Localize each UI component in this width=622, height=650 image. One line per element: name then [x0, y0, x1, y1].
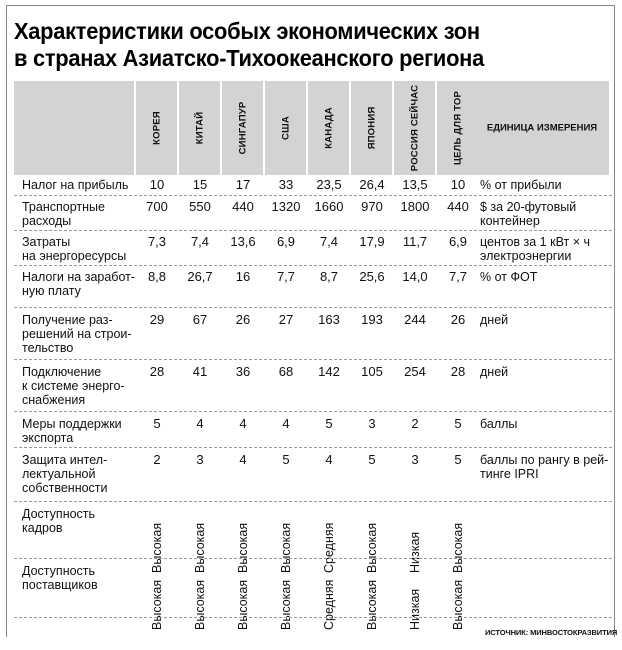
- table-cell: 5: [368, 452, 376, 467]
- table-cell: 41: [192, 364, 208, 379]
- table-cell: 10: [149, 177, 165, 192]
- unit-line: $ за 20-футовый: [480, 200, 577, 214]
- row-label-line: ную плату: [22, 284, 81, 298]
- table-cell: 4: [325, 452, 333, 467]
- unit-cell: [480, 313, 610, 327]
- frame-border-left: [6, 5, 7, 637]
- row-label-line: Налоги на заработ-: [22, 270, 136, 284]
- row-label-line: Получение раз-: [22, 313, 113, 327]
- table-cell: [180, 566, 220, 630]
- unit-line: баллы: [480, 417, 518, 431]
- unit-line: тинге IPRI: [480, 467, 539, 481]
- table-cell: 26: [450, 312, 466, 327]
- table-cell: 4: [239, 452, 247, 467]
- row-label-line: к системе энерго-: [22, 379, 125, 393]
- table-cell: 1320: [271, 199, 301, 214]
- column-header-label: ЯПОНИЯ: [366, 106, 377, 150]
- table-cell: 254: [404, 364, 426, 379]
- cell-value: Высокая: [150, 522, 164, 573]
- column-header: [351, 81, 392, 175]
- table-cell: 10: [450, 177, 466, 192]
- cell-value: Высокая: [193, 522, 207, 573]
- cell-value: Высокая: [236, 522, 250, 573]
- column-header-label: КИТАЙ: [194, 111, 205, 145]
- cell-value: Высокая: [236, 579, 250, 630]
- row-label-line: лектуальной: [22, 467, 96, 481]
- table-cell: 440: [447, 199, 469, 214]
- row-divider: [14, 501, 612, 502]
- row-divider: [14, 265, 612, 266]
- table-cell: [352, 566, 392, 630]
- column-header: [308, 81, 349, 175]
- table-cell: 16: [235, 269, 251, 284]
- cell-value: Высокая: [279, 522, 293, 573]
- table-cell: 700: [146, 199, 168, 214]
- row-divider: [14, 558, 612, 559]
- table-cell: 26,7: [187, 269, 213, 284]
- table-cell: [223, 566, 263, 630]
- table-cell: 4: [239, 416, 247, 431]
- table-cell: 6,9: [448, 234, 468, 249]
- row-label-line: кадров: [22, 521, 63, 535]
- row-label-line: расходы: [22, 214, 72, 228]
- table-cell: 440: [232, 199, 254, 214]
- unit-cell: [480, 453, 610, 481]
- table-cell: 163: [318, 312, 340, 327]
- row-label-line: Меры поддержки: [22, 417, 122, 431]
- row-label: [22, 507, 142, 535]
- table-cell: 5: [454, 452, 462, 467]
- unit-line: электроэнергии: [480, 249, 572, 263]
- row-divider: [14, 447, 612, 448]
- unit-cell: [480, 178, 610, 192]
- cell-value: Высокая: [451, 522, 465, 573]
- table-cell: [180, 509, 220, 573]
- table-cell: 11,7: [402, 234, 428, 249]
- table-cell: 4: [196, 416, 204, 431]
- table-cell: 2: [153, 452, 161, 467]
- unit-line: баллы по рангу в рей-: [480, 453, 609, 467]
- row-divider: [14, 359, 612, 360]
- cell-value: Высокая: [365, 579, 379, 630]
- table-cell: 14,0: [402, 269, 428, 284]
- table-cell: [438, 566, 478, 630]
- table-cell: [137, 509, 177, 573]
- table-cell: 7,4: [190, 234, 210, 249]
- column-header: [179, 81, 220, 175]
- column-header-label: СИНГАПУР: [237, 101, 248, 155]
- unit-line: контейнер: [480, 214, 540, 228]
- row-label-line: поставщиков: [22, 578, 98, 592]
- table-cell: 3: [411, 452, 419, 467]
- table-cell: 3: [196, 452, 204, 467]
- table-cell: 7,3: [147, 234, 167, 249]
- table-cell: [309, 566, 349, 630]
- cell-value: Низкая: [408, 588, 422, 630]
- table-cell: 2: [411, 416, 419, 431]
- cell-value: Средняя: [322, 522, 336, 573]
- row-divider: [14, 230, 612, 231]
- table-cell: 142: [318, 364, 340, 379]
- row-label-line: Доступность: [22, 564, 96, 578]
- cell-value: Средняя: [322, 579, 336, 630]
- unit-cell: [480, 200, 610, 228]
- row-label-line: на энергоресурсы: [22, 249, 127, 263]
- cell-value: Высокая: [365, 522, 379, 573]
- table-cell: 5: [454, 416, 462, 431]
- row-label-line: Защита интел-: [22, 453, 108, 467]
- table-cell: 23,5: [316, 177, 342, 192]
- unit-line: центов за 1 кВт × ч: [480, 235, 590, 249]
- row-label: [22, 235, 142, 263]
- row-label: [22, 564, 142, 592]
- table-cell: 5: [282, 452, 290, 467]
- row-divider: [14, 307, 612, 308]
- title-line-1: Характеристики особых экономических зон: [14, 18, 480, 44]
- table-cell: 7,7: [448, 269, 468, 284]
- table-cell: 28: [450, 364, 466, 379]
- table-cell: 29: [149, 312, 165, 327]
- table-cell: 17: [235, 177, 251, 192]
- table-cell: [223, 509, 263, 573]
- column-header-label: РОССИЯ СЕЙЧАС: [409, 84, 420, 172]
- table-cell: 7,4: [319, 234, 339, 249]
- table-cell: 8,7: [319, 269, 339, 284]
- table-cell: 244: [404, 312, 426, 327]
- unit-cell: [480, 417, 610, 431]
- unit-column-header: [475, 81, 609, 175]
- row-label-line: Доступность: [22, 507, 96, 521]
- column-header: [136, 81, 177, 175]
- row-divider: [14, 195, 612, 196]
- table-cell: 15: [192, 177, 208, 192]
- row-label: [22, 417, 142, 445]
- table-cell: [395, 509, 435, 573]
- row-label-line: собственности: [22, 481, 108, 495]
- row-label: [22, 313, 142, 355]
- table-cell: 26,4: [359, 177, 385, 192]
- row-label-line: Налог на прибыль: [22, 178, 129, 192]
- table-cell: 25,6: [359, 269, 385, 284]
- table-cell: 27: [278, 312, 294, 327]
- table-cell: 1660: [314, 199, 344, 214]
- unit-cell: [480, 235, 610, 263]
- column-header-label: ЦЕЛЬ ДЛЯ ТОР: [452, 90, 463, 166]
- title-line-2: в странах Азиатско-Тихоокеанского региона: [14, 45, 484, 71]
- column-header-label: КАНАДА: [323, 107, 334, 149]
- table-cell: [438, 509, 478, 573]
- frame-border-top: [6, 5, 615, 6]
- unit-line: % от прибыли: [480, 178, 562, 192]
- table-cell: 8,8: [147, 269, 167, 284]
- row-label-line: Подключение: [22, 365, 102, 379]
- table-cell: [352, 509, 392, 573]
- cell-value: Высокая: [193, 579, 207, 630]
- table-cell: 17,9: [359, 234, 385, 249]
- table-cell: 13,6: [230, 234, 256, 249]
- unit-column-header-label: ЕДИНИЦА ИЗМЕРЕНИЯ: [486, 122, 598, 134]
- column-header: [222, 81, 263, 175]
- column-header: [437, 81, 478, 175]
- table-cell: 970: [361, 199, 383, 214]
- column-header-label: США: [280, 116, 291, 140]
- cell-value: Высокая: [150, 579, 164, 630]
- page-title: [14, 18, 572, 72]
- source-note: ИСТОЧНИК: МИНВОСТОКРАЗВИТИЯ: [485, 628, 618, 637]
- table-cell: [266, 566, 306, 630]
- table-cell: 68: [278, 364, 294, 379]
- table-cell: 193: [361, 312, 383, 327]
- unit-cell: [480, 270, 610, 284]
- row-label-line: Затраты: [22, 235, 71, 249]
- table-cell: [266, 509, 306, 573]
- column-header: [394, 81, 435, 175]
- table-cell: 1800: [400, 199, 430, 214]
- unit-cell: [480, 365, 610, 379]
- row-label: [22, 453, 142, 495]
- row-label-line: тельство: [22, 341, 74, 355]
- column-header-label: КОРЕЯ: [151, 111, 162, 145]
- table-cell: 67: [192, 312, 208, 327]
- row-divider: [14, 617, 612, 618]
- row-label: [22, 178, 142, 192]
- table-cell: 36: [235, 364, 251, 379]
- table-cell: 26: [235, 312, 251, 327]
- table-cell: [137, 566, 177, 630]
- table-cell: 7,7: [276, 269, 296, 284]
- row-label: [22, 270, 142, 298]
- row-label-line: Транспортные: [22, 200, 105, 214]
- cell-value: Высокая: [451, 579, 465, 630]
- table-cell: [395, 566, 435, 630]
- row-divider: [14, 411, 612, 412]
- table-cell: 550: [189, 199, 211, 214]
- frame-border-right: [614, 5, 615, 637]
- row-label-line: экспорта: [22, 431, 74, 445]
- table-cell: 105: [361, 364, 383, 379]
- table-cell: 13,5: [402, 177, 428, 192]
- table-cell: 5: [325, 416, 333, 431]
- table-cell: 33: [278, 177, 294, 192]
- row-label-line: снабжения: [22, 393, 86, 407]
- unit-line: дней: [480, 313, 509, 327]
- table-cell: 4: [282, 416, 290, 431]
- cell-value: Высокая: [279, 579, 293, 630]
- cell-value: Низкая: [408, 531, 422, 573]
- column-header: [265, 81, 306, 175]
- table-cell: [309, 509, 349, 573]
- row-label: [22, 365, 142, 407]
- unit-line: дней: [480, 365, 509, 379]
- row-label: [22, 200, 142, 228]
- row-label-line: решений на строи-: [22, 327, 132, 341]
- header-blank-cell: [14, 81, 134, 175]
- table-cell: 6,9: [276, 234, 296, 249]
- unit-line: % от ФОТ: [480, 270, 538, 284]
- table-cell: 3: [368, 416, 376, 431]
- table-cell: 28: [149, 364, 165, 379]
- table-cell: 5: [153, 416, 161, 431]
